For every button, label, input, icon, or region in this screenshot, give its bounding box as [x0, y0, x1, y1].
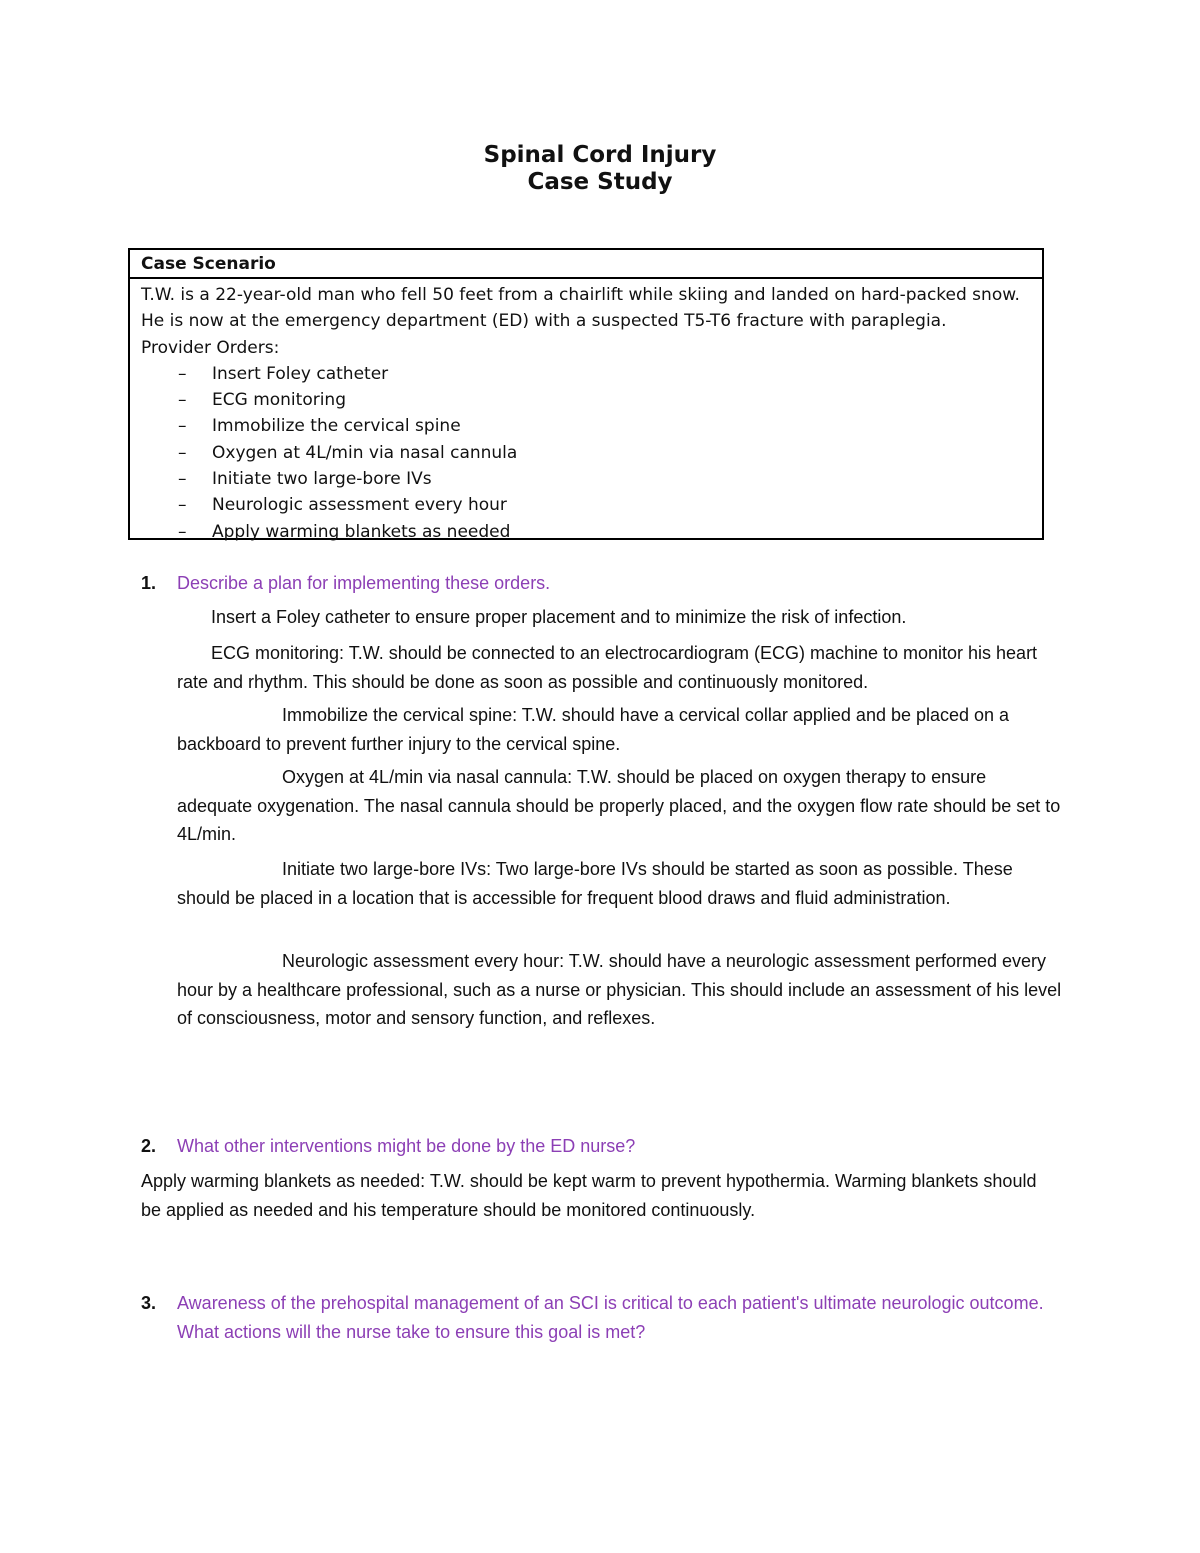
answer-paragraph: Neurologic assessment every hour: T.W. should have a neurologic assessment performed every hour by a healthcare professional, such as a nurse or physician. This should include an assessment of his level of consciousness, motor and sensory function, and reflexes. — [177, 951, 1062, 1028]
question-number: 2. — [141, 1136, 157, 1156]
dash-bullet-icon: – — [178, 416, 187, 437]
answer-paragraph: Apply warming blankets as needed: T.W. should be kept warm to prevent hypothermia. Warming blankets should be applied as needed and his temperature should be monitored continuously. — [141, 1171, 1037, 1220]
document-subtitle: Case Study — [527, 169, 673, 195]
case-scenario-body — [130, 279, 1042, 545]
answer-paragraph: Initiate two large-bore IVs: Two large-bore IVs should be started as soon as possible. These should be placed in a location that is accessible for frequent blood draws and fluid administration. — [177, 859, 1013, 908]
case-scenario-table — [128, 248, 1044, 540]
answer-paragraph: Insert a Foley catheter to ensure proper placement and to minimize the risk of infection. — [211, 607, 907, 627]
question-text: What other interventions might be done by the ED nurse? — [177, 1136, 636, 1156]
case-scenario-intro: T.W. is a 22-year-old man who fell 50 feet from a chairlift while skiing and landed on hard-packed snow. He is now at the emergency department (ED) with a suspected T5-T6 fracture with paraplegia. — [141, 285, 1020, 332]
case-scenario-header: Case Scenario — [130, 250, 1042, 279]
order-item: – Neurologic assessment every hour — [141, 492, 1042, 518]
answer-paragraph: Immobilize the cervical spine: T.W. should have a cervical collar applied and be placed on a backboard to prevent further injury to the cervical spine. — [177, 705, 1010, 754]
question-number: 1. — [141, 573, 157, 593]
order-item: – Oxygen at 4L/min via nasal cannula — [141, 440, 1042, 466]
dash-bullet-icon: – — [178, 442, 187, 463]
dash-bullet-icon: – — [178, 495, 187, 516]
question-number: 3. — [141, 1293, 157, 1313]
question-text: Describe a plan for implementing these orders. — [177, 573, 551, 593]
order-item: – ECG monitoring — [141, 387, 1042, 413]
answer-paragraph: ECG monitoring: T.W. should be connected to an electrocardiogram (ECG) machine to monitor his heart rate and rhythm. This should be done as soon as possible and continuously monitored. — [177, 643, 1038, 692]
order-item: – Insert Foley catheter — [141, 361, 1042, 387]
dash-bullet-icon: – — [178, 363, 187, 384]
dash-bullet-icon: – — [178, 390, 187, 411]
order-item: – Apply warming blankets as needed — [141, 519, 1042, 545]
provider-orders-list — [141, 361, 1042, 545]
dash-bullet-icon: – — [178, 521, 187, 542]
order-item: – Initiate two large-bore IVs — [141, 466, 1042, 492]
dash-bullet-icon: – — [178, 469, 187, 490]
order-item: – Immobilize the cervical spine — [141, 413, 1042, 439]
question-text: Awareness of the prehospital management of an SCI is critical to each patient's ultimate neurologic outcome. What actions will the nurse take to ensure this goal is met? — [177, 1293, 1044, 1342]
provider-orders-label: Provider Orders: — [141, 337, 280, 358]
document-title: Spinal Cord Injury — [483, 142, 717, 168]
answer-paragraph: Oxygen at 4L/min via nasal cannula: T.W. should be placed on oxygen therapy to ensure adequate oxygenation. The nasal cannula should be properly placed, and the oxygen flow rate should be set to 4L/min. — [177, 767, 1061, 844]
